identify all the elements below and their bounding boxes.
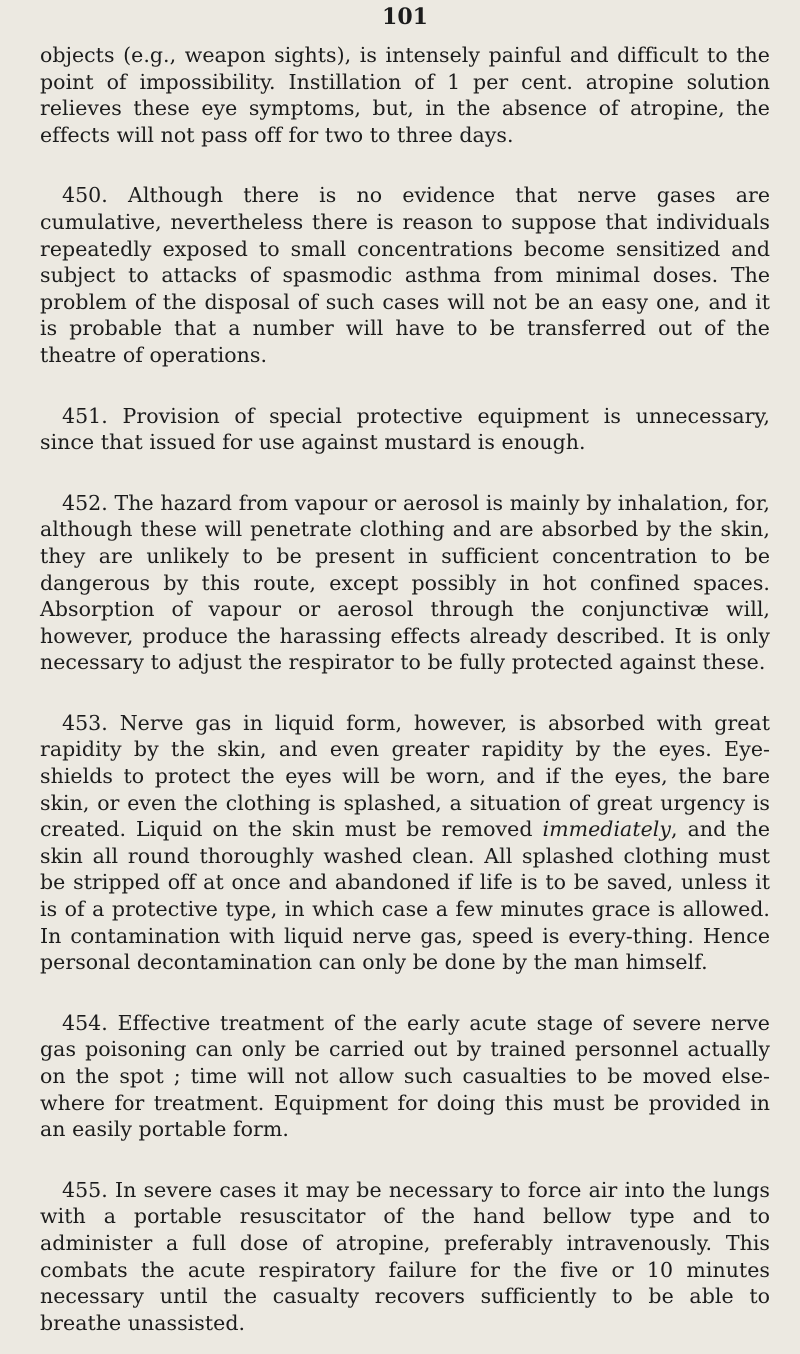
paragraph-453 bbox=[40, 710, 770, 976]
paragraph-number: 450. bbox=[62, 183, 108, 208]
paragraph-455 bbox=[40, 1177, 770, 1337]
paragraph-text: The hazard from vapour or aerosol is mainly by inhalation, for, although these will penetrate clothing and are absorbed by the skin, they are unlikely to be present in sufficient concentration to be dangerous by this route, except possibly in hot confined spaces. Absorption of vapour or aerosol through the conjunctivæ will, however, produce the harassing effects already described. It is only necessary to adjust the respirator to be fully protected against these. bbox=[40, 490, 770, 675]
paragraph-text: objects (e.g., weapon sights), is intensely painful and difficult to the point of impossibility. Instillation of 1 per cent. atropine solution relieves these eye symptoms, but, in the absence of atropine, the effects will not pass off for two to three days. bbox=[40, 43, 770, 147]
paragraph-text: Effective treatment of the early acute stage of severe nerve gas poisoning can only be carried out by trained personnel actually on the spot ; time will not allow such casualties to be moved else-where for treatment. Equipment for doing this must be provided in an easily portable form. bbox=[40, 1010, 770, 1142]
paragraph-454 bbox=[40, 1010, 770, 1143]
paragraph-452 bbox=[40, 490, 770, 676]
emphasis-immediately: immediately bbox=[542, 817, 672, 842]
paragraph-450 bbox=[40, 182, 770, 368]
paragraph-text: Although there is no evidence that nerve gases are cumulative, nevertheless there is reason to suppose that individuals repeatedly exposed to small concentrations become sensitized and subject to attacks of spasmodic asthma from minimal doses. The problem of the disposal of such cases will not be an easy one, and it is probable that a number will have to be transferred out of the theatre of operations. bbox=[40, 183, 770, 367]
paragraph-text: Provision of special protective equipment is unnecessary, since that issued for use against mustard is enough. bbox=[40, 403, 770, 455]
paragraph-number: 453. bbox=[62, 710, 108, 735]
paragraph-number: 455. bbox=[62, 1177, 108, 1202]
paragraph-451 bbox=[40, 403, 770, 456]
paragraph-text-continued: , and the skin all round thoroughly washed clean. All splashed clothing must be stripped off at once and abandoned if life is to be saved, unless it is of a protective type, in which case a few minutes grace is allowed. In contamination with liquid nerve gas, speed is every-thing. Hence personal decontamination can only be done by the man himself. bbox=[40, 817, 771, 975]
paragraph-number: 454. bbox=[62, 1010, 108, 1035]
paragraph-text: Nerve gas in liquid form, however, is absorbed with great rapidity by the skin, and even greater rapidity by the eyes. Eye-shields to protect the eyes will be worn, and if the eyes, the bare skin, or even the clothing is splashed, a situation of great urgency is created. Liquid on the skin must be removed bbox=[40, 710, 770, 842]
paragraph-number: 451. bbox=[62, 403, 108, 428]
paragraph-number: 452. bbox=[62, 490, 108, 515]
paragraph-text: In severe cases it may be necessary to force air into the lungs with a portable resuscitator of the hand bellow type and to administer a full dose of atropine, preferably intravenously. This combats the acute respiratory failure for the five or 10 minutes necessary until the casualty recovers sufficiently to be able to breathe unassisted. bbox=[40, 1177, 770, 1335]
page-number: 101 bbox=[382, 4, 428, 30]
paragraph-continued bbox=[40, 42, 770, 148]
